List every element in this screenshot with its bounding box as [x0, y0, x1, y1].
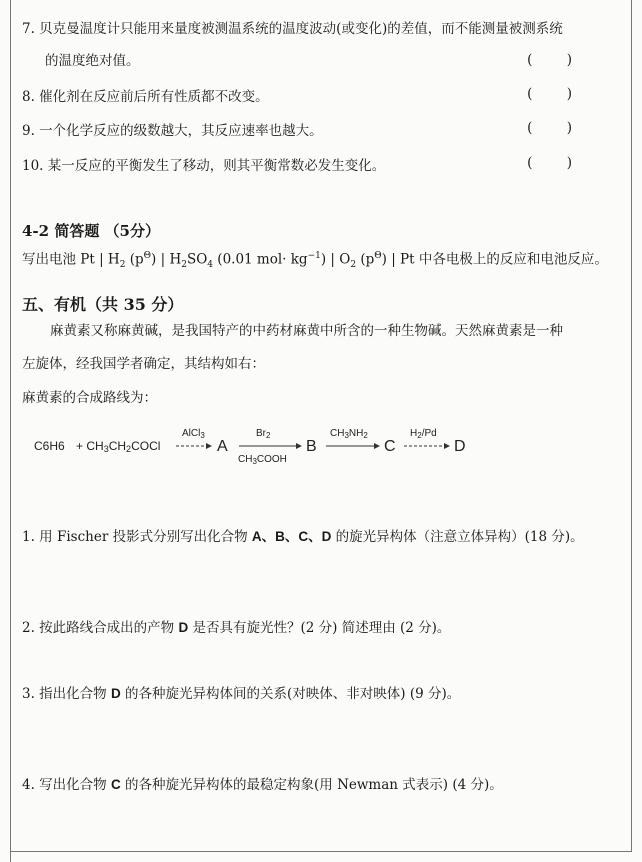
compound-b: B — [306, 438, 317, 455]
arrow-3-head — [374, 443, 380, 449]
synthesis-scheme — [34, 420, 594, 470]
compound-a: A — [217, 438, 228, 455]
tf-question-8: 8. 催化剂在反应前后所有性质都不改变。 — [22, 89, 269, 105]
question-3: 3. 指出化合物 D 的各种旋光异构体间的关系(对映体、非对映体) (9 分)。 — [22, 686, 461, 702]
arrow-2-head — [296, 443, 302, 449]
synthesis-route-label: 麻黄素的合成路线为： — [22, 390, 157, 406]
section-5-heading: 五、有机（共 35 分） — [22, 295, 184, 314]
page-border-right — [631, 0, 632, 852]
page-border-bottom — [10, 851, 632, 852]
section-5-intro-line2: 左旋体，经我国学者确定，其结构如右： — [22, 356, 265, 372]
tf-question-7-line1: 7. 贝克曼温度计只能用来量度被测温系统的温度波动(或变化)的差值，而不能测量被测系统 — [22, 21, 563, 37]
section-4-2-question: 写出电池 Pt | $H_2$ $(p^\Theta)$ | $H_2SO_4$ (0.01 $mol\cdot kg^{-1}$) | $O_2$ $(p^\Theta)$ | Pt 中各电极上的反应和电池反应。 — [22, 251, 608, 271]
tf-question-9: 9. 一个化学反应的级数越大，其反应速率也越大。 — [22, 123, 323, 139]
compound-d: D — [454, 438, 466, 455]
question-4: 4. 写出化合物 C 的各种旋光异构体的最稳定构象(用 Newman 式表示) (4 分)。 — [22, 777, 503, 793]
section-5-intro-line1: 麻黄素又称麻黄碱，是我国特产的中药材麻黄中所含的一种生物碱。天然麻黄素是一种 — [50, 323, 563, 339]
condition-alcl3: AlCl$_3$ — [182, 428, 205, 440]
answer-paren-7: ( ) — [527, 52, 572, 68]
reactant-benzene: C6H6 — [34, 439, 65, 453]
tf-question-10: 10. 某一反应的平衡发生了移动，则其平衡常数必发生变化。 — [22, 158, 386, 174]
condition-br2: $Br_2$ — [256, 428, 271, 440]
condition-acetic-acid: $CH_3COOH$ — [238, 454, 287, 466]
page-border-left — [10, 0, 11, 862]
answer-paren-8: ( ) — [527, 86, 572, 102]
tf-question-7-line2: 的温度绝对值。 — [45, 53, 140, 69]
answer-paren-9: ( ) — [527, 120, 572, 136]
question-1: 1. 用 Fischer 投影式分别写出化合物 A、B、C、D 的旋光异构体（注意立体异构）(18 分)。 — [22, 529, 584, 545]
condition-methylamine: $CH_3NH_2$ — [330, 428, 368, 440]
arrow-1-head — [206, 443, 212, 449]
answer-paren-10: ( ) — [527, 155, 572, 171]
reactant-propanoyl-chloride: + CH3CH2COCl — [76, 439, 161, 454]
condition-h2-pd: $H_2/Pd$ — [410, 428, 437, 440]
section-4-2-heading: 4-2 简答题 （5分） — [22, 222, 160, 240]
question-2: 2. 按此路线合成出的产物 D 是否具有旋光性？(2 分) 简述理由 (2 分)。 — [22, 620, 451, 636]
compound-c: C — [384, 438, 396, 455]
arrow-4-head — [444, 443, 450, 449]
